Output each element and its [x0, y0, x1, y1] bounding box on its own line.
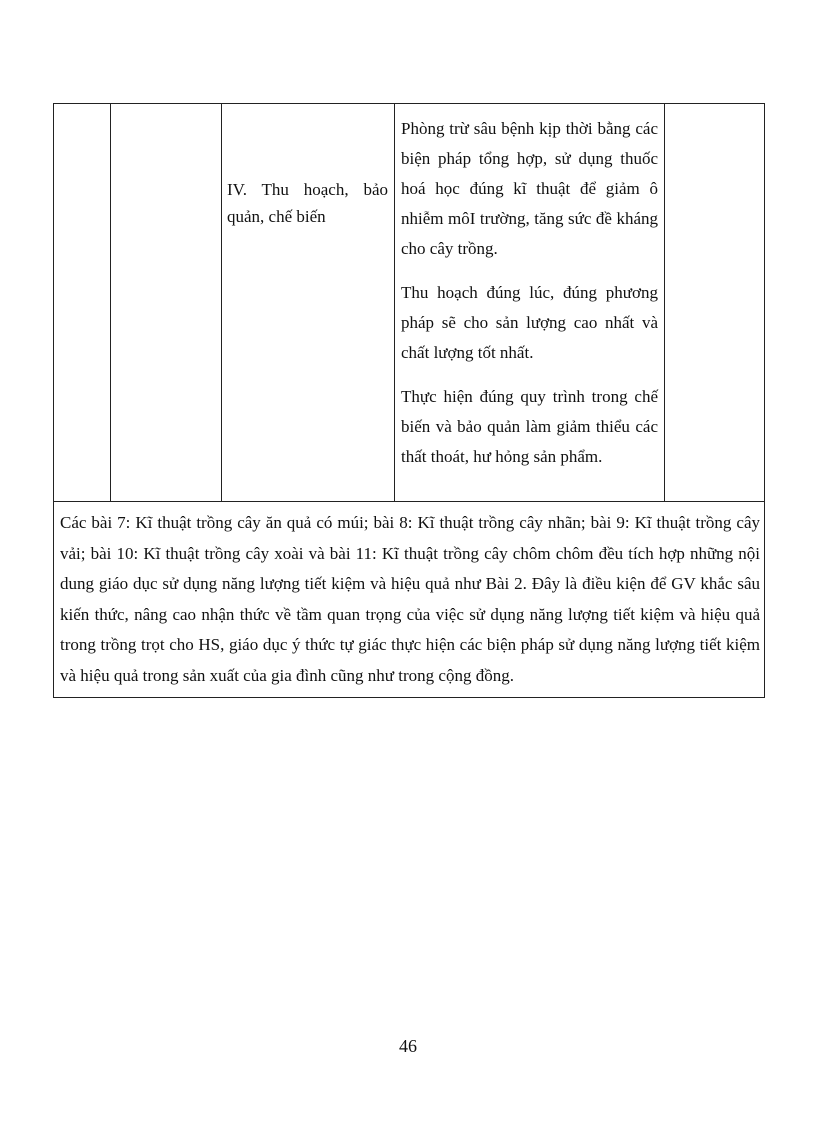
- paragraph-processing: Thực hiện đúng quy trình trong chế biến và bảo quản làm giảm thiểu các thất thoát, hư hỏng sản phẩm.: [401, 387, 658, 466]
- note-cell: [54, 502, 765, 698]
- content-table: [53, 103, 765, 698]
- stage-cell: [222, 104, 395, 502]
- integration-note: Các bài 7: Kĩ thuật trồng cây ăn quả có múi; bài 8: Kĩ thuật trồng cây nhãn; bài 9: Kĩ thuật trồng cây vải; bài 10: Kĩ thuật trồng cây xoài và bài 11: Kĩ thuật trồng cây chôm chôm đều tích hợp những nội dung giáo dục sử dụng năng lượng tiết kiệm và hiệu quả như Bài 2. Đây là điều kiện để GV khắc sâu kiến thức, nâng cao nhận thức về tầm quan trọng của việc sử dụng năng lượng tiết kiệm và hiệu quả trong trồng trọt cho HS, giáo dục ý thức tự giác thực hiện các biện pháp sử dụng năng lượng tiết kiệm và hiệu quả trong sản xuất của gia đình cũng như trong cộng đồng.: [60, 513, 760, 685]
- paragraph-harvest: Thu hoạch đúng lúc, đúng phương pháp sẽ cho sản lượng cao nhất và chất lượng tốt nhất.: [401, 283, 658, 362]
- stage-label: IV. Thu hoạch, bảo quản, chế biến: [227, 180, 388, 226]
- empty-cell-2: [111, 104, 222, 502]
- note-row: [54, 502, 765, 698]
- table-row: [54, 104, 765, 502]
- empty-cell-1: [54, 104, 111, 502]
- content-cell: [395, 104, 665, 502]
- page-number: 46: [399, 1036, 417, 1056]
- paragraph-pest-control: Phòng trừ sâu bệnh kịp thời bằng các biện pháp tổng hợp, sử dụng thuốc hoá học đúng kĩ thuật để giảm ô nhiễm môI trường, tăng sức đề kháng cho cây trồng.: [401, 119, 658, 258]
- empty-cell-5: [665, 104, 765, 502]
